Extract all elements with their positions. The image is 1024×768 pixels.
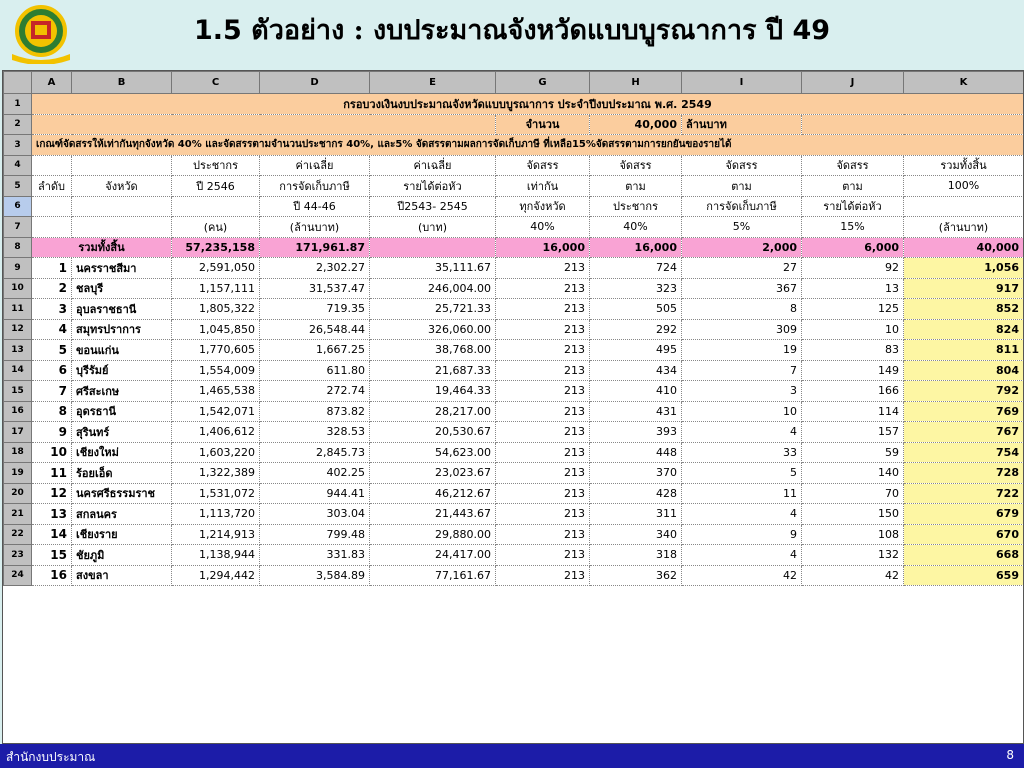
total-tax-cell[interactable]: 171,961.87 <box>260 237 370 258</box>
header-cell[interactable]: 5% <box>682 217 802 238</box>
table-row <box>4 422 1024 443</box>
row-header[interactable]: 10 <box>4 278 32 299</box>
row-header[interactable]: 20 <box>4 483 32 504</box>
tax-cell[interactable]: 272.74 <box>260 381 370 402</box>
header-cell[interactable]: จัดสรร <box>496 155 590 176</box>
header-cell[interactable]: ปี2543- 2545 <box>370 196 496 217</box>
header-cell[interactable]: ปี 2546 <box>172 176 260 197</box>
population-cell[interactable]: 1,542,071 <box>172 401 260 422</box>
alloc-tax-cell[interactable]: 3 <box>682 381 802 402</box>
header-cell[interactable]: 100% <box>904 176 1024 197</box>
column-header[interactable]: B <box>72 72 172 94</box>
alloc-equal-cell[interactable]: 213 <box>496 545 590 566</box>
alloc-equal-cell[interactable]: 213 <box>496 422 590 443</box>
rank-cell[interactable]: 9 <box>32 422 72 443</box>
tax-cell[interactable]: 611.80 <box>260 360 370 381</box>
alloc-pop-cell[interactable]: 505 <box>590 299 682 320</box>
alloc-income-cell[interactable]: 92 <box>802 258 904 279</box>
alloc-pop-cell[interactable]: 431 <box>590 401 682 422</box>
alloc-pop-cell[interactable]: 428 <box>590 483 682 504</box>
population-cell[interactable]: 1,805,322 <box>172 299 260 320</box>
tax-cell[interactable]: 799.48 <box>260 524 370 545</box>
table-row <box>4 545 1024 566</box>
table-row <box>4 135 1024 156</box>
total-pop-cell[interactable]: 57,235,158 <box>172 237 260 258</box>
rank-cell[interactable]: 12 <box>32 483 72 504</box>
header-cell[interactable]: จัดสรร <box>590 155 682 176</box>
total-cell[interactable]: 754 <box>904 442 1024 463</box>
alloc-tax-cell[interactable]: 33 <box>682 442 802 463</box>
province-cell[interactable]: ขอนแก่น <box>72 340 172 361</box>
population-cell[interactable]: 1,294,442 <box>172 565 260 586</box>
tax-cell[interactable]: 303.04 <box>260 504 370 525</box>
alloc-income-cell[interactable]: 149 <box>802 360 904 381</box>
alloc-equal-cell[interactable]: 213 <box>496 442 590 463</box>
total-g-cell[interactable]: 16,000 <box>496 237 590 258</box>
row-header[interactable]: 7 <box>4 217 32 238</box>
row-header[interactable]: 3 <box>4 135 32 156</box>
header-cell[interactable]: (ล้านบาท) <box>904 217 1024 238</box>
total-cell[interactable]: 659 <box>904 565 1024 586</box>
population-cell[interactable]: 1,138,944 <box>172 545 260 566</box>
alloc-equal-cell[interactable]: 213 <box>496 360 590 381</box>
alloc-income-cell[interactable]: 132 <box>802 545 904 566</box>
alloc-tax-cell[interactable]: 4 <box>682 422 802 443</box>
alloc-tax-cell[interactable]: 19 <box>682 340 802 361</box>
alloc-equal-cell[interactable]: 213 <box>496 381 590 402</box>
alloc-tax-cell[interactable]: 42 <box>682 565 802 586</box>
criteria-cell[interactable]: เกณฑ์จัดสรรให้เท่ากันทุกจังหวัด 40% และจัดสรรตามจำนวนประชากร 40%, และ5% จัดสรรตามผลการจัดเก็บภาษี ที่เหลือ15%จัดสรรตามการยกยันของรายได้ <box>32 135 1024 156</box>
column-header[interactable]: G <box>496 72 590 94</box>
alloc-income-cell[interactable]: 42 <box>802 565 904 586</box>
population-cell[interactable]: 1,157,111 <box>172 278 260 299</box>
alloc-tax-cell[interactable]: 11 <box>682 483 802 504</box>
alloc-tax-cell[interactable]: 8 <box>682 299 802 320</box>
alloc-pop-cell[interactable]: 393 <box>590 422 682 443</box>
column-header[interactable]: E <box>370 72 496 94</box>
header-cell[interactable]: ประชากร <box>172 155 260 176</box>
alloc-tax-cell[interactable]: 5 <box>682 463 802 484</box>
alloc-tax-cell[interactable]: 10 <box>682 401 802 422</box>
header-cell[interactable]: การจัดเก็บภาษี <box>682 196 802 217</box>
column-header[interactable]: I <box>682 72 802 94</box>
total-i-cell[interactable]: 2,000 <box>682 237 802 258</box>
row-header[interactable]: 8 <box>4 237 32 258</box>
alloc-pop-cell[interactable]: 362 <box>590 565 682 586</box>
title-text: ตัวอย่าง : งบประมาณจังหวัดแบบบูรณาการ ปี <box>241 15 793 46</box>
alloc-pop-cell[interactable]: 340 <box>590 524 682 545</box>
province-cell[interactable]: อุบลราชธานี <box>72 299 172 320</box>
row-header[interactable]: 16 <box>4 401 32 422</box>
row-header[interactable]: 18 <box>4 442 32 463</box>
alloc-pop-cell[interactable]: 323 <box>590 278 682 299</box>
province-cell[interactable]: สุรินทร์ <box>72 422 172 443</box>
column-header-row <box>4 72 1024 94</box>
province-cell[interactable]: นครศรีธรรมราช <box>72 483 172 504</box>
table-row <box>4 94 1024 115</box>
header-cell[interactable]: เท่ากัน <box>496 176 590 197</box>
amount-value-cell[interactable]: 40,000 <box>590 114 682 135</box>
header-cell[interactable]: รวมทั้งสิ้น <box>904 155 1024 176</box>
total-cell[interactable]: 804 <box>904 360 1024 381</box>
alloc-income-cell[interactable]: 150 <box>802 504 904 525</box>
alloc-equal-cell[interactable]: 213 <box>496 340 590 361</box>
header-cell[interactable]: 15% <box>802 217 904 238</box>
row-header[interactable]: 4 <box>4 155 32 176</box>
slide-title <box>0 8 1024 51</box>
tax-cell[interactable]: 2,845.73 <box>260 442 370 463</box>
column-header[interactable]: J <box>802 72 904 94</box>
total-cell[interactable]: 670 <box>904 524 1024 545</box>
income-cell[interactable]: 35,111.67 <box>370 258 496 279</box>
total-j-cell[interactable]: 6,000 <box>802 237 904 258</box>
table-row <box>4 340 1024 361</box>
alloc-tax-cell[interactable]: 309 <box>682 319 802 340</box>
population-cell[interactable]: 1,531,072 <box>172 483 260 504</box>
alloc-equal-cell[interactable]: 213 <box>496 278 590 299</box>
income-cell[interactable]: 246,004.00 <box>370 278 496 299</box>
column-header[interactable]: K <box>904 72 1024 94</box>
alloc-pop-cell[interactable]: 495 <box>590 340 682 361</box>
header-cell[interactable]: ค่าเฉลี่ย <box>260 155 370 176</box>
alloc-pop-cell[interactable]: 410 <box>590 381 682 402</box>
tax-cell[interactable]: 1,667.25 <box>260 340 370 361</box>
row-header[interactable]: 22 <box>4 524 32 545</box>
row-header[interactable]: 11 <box>4 299 32 320</box>
page-number: 8 <box>1006 748 1014 762</box>
alloc-income-cell[interactable]: 59 <box>802 442 904 463</box>
table-row <box>4 114 1024 135</box>
table-row <box>4 278 1024 299</box>
table-row <box>4 196 1024 217</box>
income-cell[interactable]: 21,443.67 <box>370 504 496 525</box>
rank-cell[interactable]: 2 <box>32 278 72 299</box>
table-row <box>4 258 1024 279</box>
tax-cell[interactable]: 719.35 <box>260 299 370 320</box>
rank-cell[interactable]: 10 <box>32 442 72 463</box>
alloc-tax-cell[interactable]: 367 <box>682 278 802 299</box>
alloc-pop-cell[interactable]: 370 <box>590 463 682 484</box>
province-cell[interactable]: ชลบุรี <box>72 278 172 299</box>
population-cell[interactable]: 1,322,389 <box>172 463 260 484</box>
table-row <box>4 442 1024 463</box>
alloc-tax-cell[interactable]: 9 <box>682 524 802 545</box>
header-cell[interactable]: (บาท) <box>370 217 496 238</box>
total-cell[interactable]: 1,056 <box>904 258 1024 279</box>
row-header[interactable]: 1 <box>4 94 32 115</box>
tax-cell[interactable]: 402.25 <box>260 463 370 484</box>
rank-cell[interactable]: 5 <box>32 340 72 361</box>
header-cell[interactable]: ตาม <box>590 176 682 197</box>
header-cell[interactable] <box>72 155 172 176</box>
header-cell[interactable]: ปี 44-46 <box>260 196 370 217</box>
income-cell[interactable]: 23,023.67 <box>370 463 496 484</box>
province-cell[interactable]: บุรีรัมย์ <box>72 360 172 381</box>
rank-cell[interactable]: 16 <box>32 565 72 586</box>
footer-org: สำนักงบประมาณ <box>6 750 96 764</box>
row-header[interactable]: 17 <box>4 422 32 443</box>
alloc-equal-cell[interactable]: 213 <box>496 463 590 484</box>
header-cell[interactable] <box>172 196 260 217</box>
alloc-pop-cell[interactable]: 318 <box>590 545 682 566</box>
column-header[interactable]: C <box>172 72 260 94</box>
tax-cell[interactable]: 3,584.89 <box>260 565 370 586</box>
row-header[interactable]: 19 <box>4 463 32 484</box>
row-header[interactable]: 21 <box>4 504 32 525</box>
total-cell[interactable]: 811 <box>904 340 1024 361</box>
header-cell[interactable]: 40% <box>590 217 682 238</box>
income-cell[interactable]: 28,217.00 <box>370 401 496 422</box>
rank-cell[interactable]: 4 <box>32 319 72 340</box>
population-cell[interactable]: 1,406,612 <box>172 422 260 443</box>
table-row <box>4 504 1024 525</box>
population-cell[interactable]: 2,591,050 <box>172 258 260 279</box>
alloc-income-cell[interactable]: 125 <box>802 299 904 320</box>
alloc-equal-cell[interactable]: 213 <box>496 319 590 340</box>
budget-table <box>3 71 1024 586</box>
province-cell[interactable]: ร้อยเอ็ด <box>72 463 172 484</box>
table-row <box>4 299 1024 320</box>
province-cell[interactable]: เชียงใหม่ <box>72 442 172 463</box>
table-row <box>4 463 1024 484</box>
total-cell[interactable]: 722 <box>904 483 1024 504</box>
row-header[interactable]: 12 <box>4 319 32 340</box>
total-cell[interactable]: 792 <box>904 381 1024 402</box>
total-income-cell[interactable] <box>370 237 496 258</box>
header-cell[interactable] <box>32 155 72 176</box>
table-row <box>4 401 1024 422</box>
alloc-income-cell[interactable]: 13 <box>802 278 904 299</box>
income-cell[interactable]: 19,464.33 <box>370 381 496 402</box>
province-cell[interactable]: สมุทรปราการ <box>72 319 172 340</box>
total-cell[interactable]: 679 <box>904 504 1024 525</box>
alloc-income-cell[interactable]: 166 <box>802 381 904 402</box>
header-cell[interactable]: ค่าเฉลี่ย <box>370 155 496 176</box>
header-cell[interactable] <box>904 196 1024 217</box>
row-header[interactable]: 13 <box>4 340 32 361</box>
population-cell[interactable]: 1,113,720 <box>172 504 260 525</box>
total-cell[interactable]: 767 <box>904 422 1024 443</box>
province-cell[interactable]: ชัยภูมิ <box>72 545 172 566</box>
income-cell[interactable]: 326,060.00 <box>370 319 496 340</box>
header-cell[interactable] <box>32 217 72 238</box>
header-cell[interactable]: ทุกจังหวัด <box>496 196 590 217</box>
population-cell[interactable]: 1,554,009 <box>172 360 260 381</box>
income-cell[interactable]: 24,417.00 <box>370 545 496 566</box>
rank-cell[interactable]: 13 <box>32 504 72 525</box>
tax-cell[interactable]: 944.41 <box>260 483 370 504</box>
alloc-income-cell[interactable]: 10 <box>802 319 904 340</box>
table-row <box>4 381 1024 402</box>
header-cell[interactable]: การจัดเก็บภาษี <box>260 176 370 197</box>
alloc-income-cell[interactable]: 108 <box>802 524 904 545</box>
row-header[interactable]: 15 <box>4 381 32 402</box>
total-h-cell[interactable]: 16,000 <box>590 237 682 258</box>
province-cell[interactable]: สงขลา <box>72 565 172 586</box>
alloc-tax-cell[interactable]: 4 <box>682 545 802 566</box>
alloc-income-cell[interactable]: 157 <box>802 422 904 443</box>
rank-cell[interactable]: 14 <box>32 524 72 545</box>
income-cell[interactable]: 20,530.67 <box>370 422 496 443</box>
total-label-cell[interactable]: รวมทั้งสิ้น <box>32 237 172 258</box>
total-cell[interactable]: 852 <box>904 299 1024 320</box>
province-cell[interactable]: สกลนคร <box>72 504 172 525</box>
alloc-equal-cell[interactable]: 213 <box>496 401 590 422</box>
row-header[interactable]: 2 <box>4 114 32 135</box>
slide-footer <box>0 744 1024 768</box>
tax-cell[interactable]: 873.82 <box>260 401 370 422</box>
alloc-equal-cell[interactable]: 213 <box>496 504 590 525</box>
population-cell[interactable]: 1,214,913 <box>172 524 260 545</box>
total-cell[interactable]: 668 <box>904 545 1024 566</box>
header-cell[interactable]: รายได้ต่อหัว <box>802 196 904 217</box>
rank-cell[interactable]: 3 <box>32 299 72 320</box>
table-row <box>4 176 1024 197</box>
income-cell[interactable]: 46,212.67 <box>370 483 496 504</box>
alloc-pop-cell[interactable]: 724 <box>590 258 682 279</box>
row-header[interactable]: 14 <box>4 360 32 381</box>
population-cell[interactable]: 1,465,538 <box>172 381 260 402</box>
alloc-pop-cell[interactable]: 448 <box>590 442 682 463</box>
row-header[interactable]: 24 <box>4 565 32 586</box>
header-cell[interactable]: จังหวัด <box>72 176 172 197</box>
tax-cell[interactable]: 31,537.47 <box>260 278 370 299</box>
header-cell[interactable] <box>72 217 172 238</box>
header-cell[interactable]: ประชากร <box>590 196 682 217</box>
alloc-tax-cell[interactable]: 4 <box>682 504 802 525</box>
title-year: 49 <box>792 15 831 46</box>
province-cell[interactable]: ศรีสะเกษ <box>72 381 172 402</box>
population-cell[interactable]: 1,603,220 <box>172 442 260 463</box>
header-cell[interactable]: จัดสรร <box>802 155 904 176</box>
tax-cell[interactable]: 26,548.44 <box>260 319 370 340</box>
rank-cell[interactable]: 7 <box>32 381 72 402</box>
population-cell[interactable]: 1,770,605 <box>172 340 260 361</box>
alloc-equal-cell[interactable]: 213 <box>496 565 590 586</box>
column-header[interactable]: A <box>32 72 72 94</box>
alloc-tax-cell[interactable]: 7 <box>682 360 802 381</box>
alloc-pop-cell[interactable]: 434 <box>590 360 682 381</box>
table-row <box>4 319 1024 340</box>
row-header[interactable]: 23 <box>4 545 32 566</box>
spacer-cell[interactable] <box>32 114 496 135</box>
table-row <box>4 483 1024 504</box>
header-cell[interactable]: จัดสรร <box>682 155 802 176</box>
tax-cell[interactable]: 331.83 <box>260 545 370 566</box>
alloc-equal-cell[interactable]: 213 <box>496 258 590 279</box>
alloc-pop-cell[interactable]: 311 <box>590 504 682 525</box>
header-cell[interactable]: ตาม <box>802 176 904 197</box>
rank-cell[interactable]: 1 <box>32 258 72 279</box>
header-cell[interactable]: (ล้านบาท) <box>260 217 370 238</box>
header-cell[interactable] <box>72 196 172 217</box>
spacer-cell[interactable] <box>802 114 1024 135</box>
total-cell[interactable]: 728 <box>904 463 1024 484</box>
alloc-income-cell[interactable]: 70 <box>802 483 904 504</box>
alloc-equal-cell[interactable]: 213 <box>496 524 590 545</box>
total-cell[interactable]: 824 <box>904 319 1024 340</box>
row-header[interactable]: 6 <box>4 196 32 217</box>
province-cell[interactable]: เชียงราย <box>72 524 172 545</box>
rank-cell[interactable]: 15 <box>32 545 72 566</box>
income-cell[interactable]: 29,880.00 <box>370 524 496 545</box>
total-cell[interactable]: 769 <box>904 401 1024 422</box>
table-row <box>4 155 1024 176</box>
alloc-income-cell[interactable]: 140 <box>802 463 904 484</box>
header-cell[interactable]: รายได้ต่อหัว <box>370 176 496 197</box>
header-cell[interactable]: ตาม <box>682 176 802 197</box>
column-header[interactable]: H <box>590 72 682 94</box>
total-k-cell[interactable]: 40,000 <box>904 237 1024 258</box>
spreadsheet <box>2 70 1024 744</box>
amount-unit-cell[interactable]: ล้านบาท <box>682 114 802 135</box>
table-row <box>4 565 1024 586</box>
alloc-pop-cell[interactable]: 292 <box>590 319 682 340</box>
select-all-corner[interactable] <box>4 72 32 94</box>
title-number: 1.5 <box>193 15 242 46</box>
province-cell[interactable]: นครราชสีมา <box>72 258 172 279</box>
province-cell[interactable]: อุดรธานี <box>72 401 172 422</box>
province-rows <box>4 258 1024 586</box>
alloc-income-cell[interactable]: 114 <box>802 401 904 422</box>
header-cell[interactable]: 40% <box>496 217 590 238</box>
tax-cell[interactable]: 328.53 <box>260 422 370 443</box>
alloc-income-cell[interactable]: 83 <box>802 340 904 361</box>
table-row <box>4 360 1024 381</box>
income-cell[interactable]: 54,623.00 <box>370 442 496 463</box>
amount-label-cell[interactable]: จำนวน <box>496 114 590 135</box>
table-row <box>4 524 1024 545</box>
header-cell[interactable] <box>32 196 72 217</box>
population-cell[interactable]: 1,045,850 <box>172 319 260 340</box>
row-header[interactable]: 5 <box>4 176 32 197</box>
total-cell[interactable]: 917 <box>904 278 1024 299</box>
income-cell[interactable]: 25,721.33 <box>370 299 496 320</box>
total-row <box>4 237 1024 258</box>
income-cell[interactable]: 21,687.33 <box>370 360 496 381</box>
rank-cell[interactable]: 11 <box>32 463 72 484</box>
income-cell[interactable]: 38,768.00 <box>370 340 496 361</box>
header-cell[interactable]: (คน) <box>172 217 260 238</box>
alloc-equal-cell[interactable]: 213 <box>496 299 590 320</box>
rank-cell[interactable]: 6 <box>32 360 72 381</box>
alloc-tax-cell[interactable]: 27 <box>682 258 802 279</box>
sheet-heading-cell[interactable]: กรอบวงเงินงบประมาณจังหวัดแบบบูรณาการ ประจำปีงบประมาณ พ.ศ. 2549 <box>32 94 1024 115</box>
tax-cell[interactable]: 2,302.27 <box>260 258 370 279</box>
row-header[interactable]: 9 <box>4 258 32 279</box>
income-cell[interactable]: 77,161.67 <box>370 565 496 586</box>
header-cell[interactable]: ลำดับ <box>32 176 72 197</box>
alloc-equal-cell[interactable]: 213 <box>496 483 590 504</box>
rank-cell[interactable]: 8 <box>32 401 72 422</box>
column-header[interactable]: D <box>260 72 370 94</box>
table-row <box>4 217 1024 238</box>
